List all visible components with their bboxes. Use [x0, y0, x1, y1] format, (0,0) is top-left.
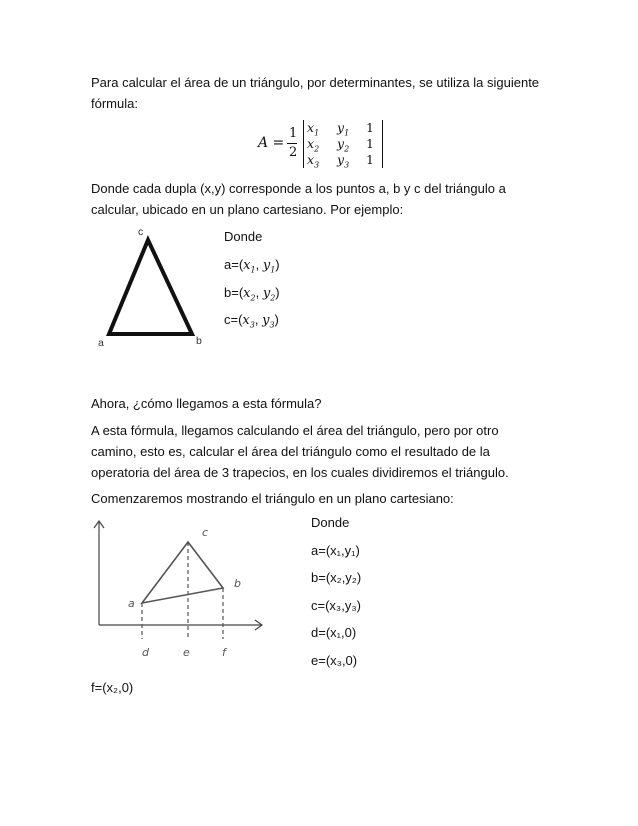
explanation-line-2: camino, esto es, calcular el área del triángulo como el resultado de la: [91, 444, 490, 459]
example2-def-e: e=(x₃,0): [311, 653, 358, 668]
example2-def-d: d=(x₁,0): [311, 625, 357, 640]
example1-point-c: $c=(x_3$, $y_3$): [224, 312, 279, 330]
example2-donde: Donde: [311, 515, 350, 530]
point-label-c: c: [202, 526, 209, 539]
point-label-e: e: [183, 646, 190, 659]
formula-fraction-num: 1: [289, 126, 298, 141]
fraction-bar: [287, 143, 297, 144]
example2-def-a: a=(x₁,y₁): [311, 543, 360, 558]
intro-line-2: fórmula:: [91, 96, 138, 111]
formula-fraction-den: 2: [289, 145, 298, 160]
point-label-b: b: [234, 577, 241, 590]
question-text: Ahora, ¿cómo llegamos a esta fórmula?: [91, 396, 322, 411]
description-line-2: calcular, ubicado en un plano cartesiano. Por ejemplo:: [91, 202, 404, 217]
triangle-figure: [92, 222, 212, 350]
formula-lhs: A =: [258, 135, 285, 151]
explanation-line-1: A esta fórmula, llegamos calculando el área del triángulo, pero por otro: [91, 423, 499, 438]
thin-triangle: [142, 542, 223, 603]
determinant-matrix: [307, 120, 381, 168]
example2-def-c: c=(x₃,y₃): [311, 598, 361, 613]
determinant-right-bar: [382, 120, 383, 168]
determinant-formula: [258, 118, 388, 170]
example1-donde: Donde: [224, 229, 263, 244]
cell-one-1: 1: [366, 120, 374, 135]
example1-point-b: $b=(x_2$, $y_2$): [224, 285, 280, 303]
footer-def-f: f=(x₂,0): [91, 680, 134, 695]
cell-y2: $y_2$: [337, 136, 350, 154]
cell-y1: $y_1$: [337, 120, 350, 138]
determinant-left-bar: [303, 120, 304, 168]
start-text: Comenzaremos mostrando el triángulo en un plano cartesiano:: [91, 491, 454, 506]
cell-y3: $y_3$: [337, 152, 350, 170]
cell-one-3: 1: [366, 152, 374, 167]
point-label-f: f: [222, 646, 226, 659]
cell-one-2: 1: [366, 136, 374, 151]
description-line-1: Donde cada dupla (x,y) corresponde a los puntos a, b y c del triángulo a: [91, 181, 506, 196]
cell-x2: $x_2$: [307, 136, 320, 154]
point-label-d: d: [142, 646, 149, 659]
cell-x1: $x_1$: [307, 120, 320, 138]
vertex-label-c: c: [138, 226, 144, 238]
vertex-label-a: a: [98, 337, 104, 349]
point-label-a: a: [128, 597, 135, 610]
vertex-label-b: b: [196, 335, 202, 347]
example1-point-a: $a=(x_1$, $y_1$): [224, 257, 280, 275]
explanation-line-3: operatoria del área de 3 trapecios, en los cuales dividiremos el triángulo.: [91, 465, 509, 480]
cartesian-figure: [90, 515, 270, 665]
intro-line-1: Para calcular el área de un triángulo, por determinantes, se utiliza la siguiente: [91, 75, 540, 90]
cell-x3: $x_3$: [307, 152, 320, 170]
example2-def-b: b=(x₂,y₂): [311, 570, 362, 585]
